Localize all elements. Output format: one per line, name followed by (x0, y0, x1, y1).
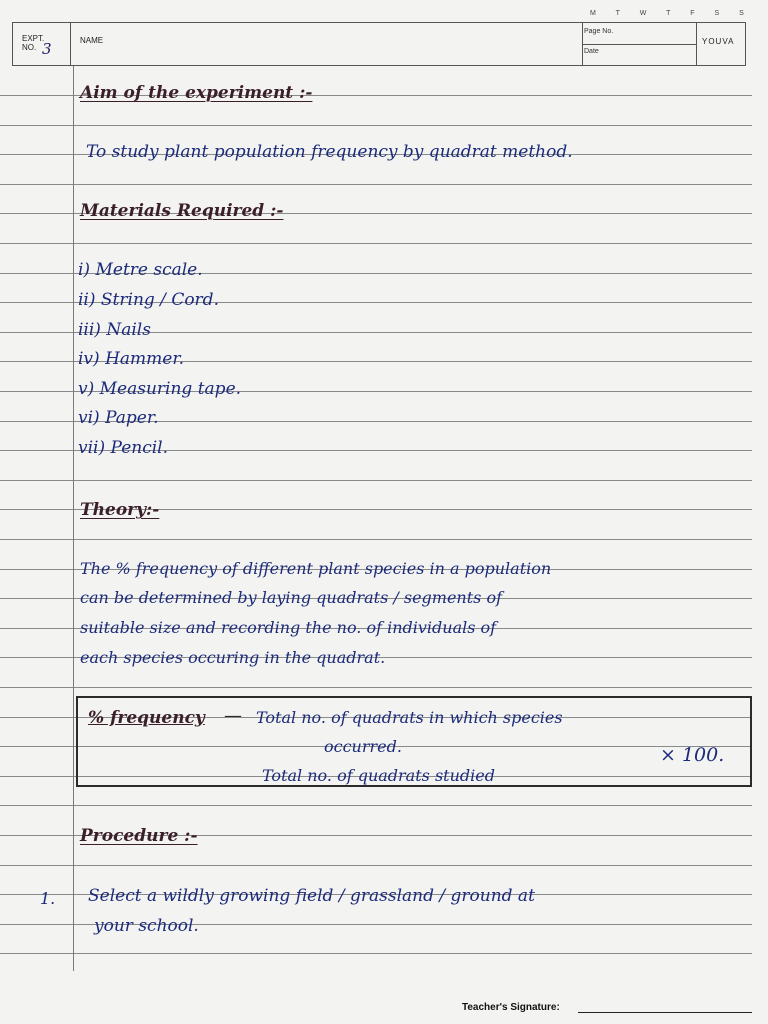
signature-line (578, 1012, 752, 1013)
ruled-line (0, 865, 752, 866)
name-cell (71, 23, 583, 65)
page-header-box (12, 22, 746, 66)
date-label: Date (584, 48, 599, 55)
theory-line: can be determined by laying quadrats / segments of (80, 588, 503, 607)
ruled-line (0, 539, 752, 540)
procedure-heading: Procedure :- (80, 826, 198, 846)
expt-label: EXPT. NO. (22, 34, 45, 52)
ruled-line (0, 687, 752, 688)
theory-line: each species occuring in the quadrat. (80, 648, 386, 667)
material-item: iii) Nails (78, 320, 151, 340)
material-item: vi) Paper. (78, 408, 159, 428)
ruled-line (0, 480, 752, 481)
material-item: i) Metre scale. (78, 260, 203, 280)
theory-line: suitable size and recording the no. of individuals of (80, 618, 497, 637)
formula-denominator: Total no. of quadrats studied (262, 766, 495, 785)
formula-multiplier: × 100. (660, 744, 725, 766)
page-date-divider (583, 44, 697, 45)
theory-heading: Theory:- (80, 500, 160, 520)
theory-line: The % frequency of different plant species in a population (80, 559, 552, 578)
ruled-line (0, 184, 752, 185)
ruled-line (0, 243, 752, 244)
ruled-line (0, 805, 752, 806)
formula-numerator-line2: occurred. (324, 737, 402, 756)
materials-heading: Materials Required :- (80, 201, 284, 221)
procedure-step-number: 1. (40, 889, 56, 908)
material-item: iv) Hammer. (78, 349, 185, 369)
procedure-step-text-cont: your school. (94, 916, 199, 936)
name-label: NAME (80, 36, 104, 45)
ruled-line (0, 953, 752, 954)
page-no-label: Page No. (584, 28, 614, 35)
material-item: v) Measuring tape. (78, 379, 242, 399)
ruled-line (0, 125, 752, 126)
aim-text: To study plant population frequency by quadrat method. (86, 142, 573, 162)
material-item: vii) Pencil. (78, 438, 168, 458)
expt-number: 3 (42, 40, 52, 58)
formula-label: % frequency (88, 708, 205, 728)
weekday-strip: M T W T F S S (590, 10, 753, 17)
material-item: ii) String / Cord. (78, 290, 219, 310)
brand-logo: YOUVA (702, 37, 735, 46)
formula-dash: — (224, 705, 242, 726)
aim-heading: Aim of the experiment :- (80, 83, 313, 103)
margin-line (73, 66, 74, 971)
formula-numerator-line1: Total no. of quadrats in which species (256, 708, 563, 727)
teacher-signature-label: Teacher's Signature: (462, 1002, 560, 1013)
procedure-step-text: Select a wildly growing field / grassland / ground at (88, 886, 535, 906)
